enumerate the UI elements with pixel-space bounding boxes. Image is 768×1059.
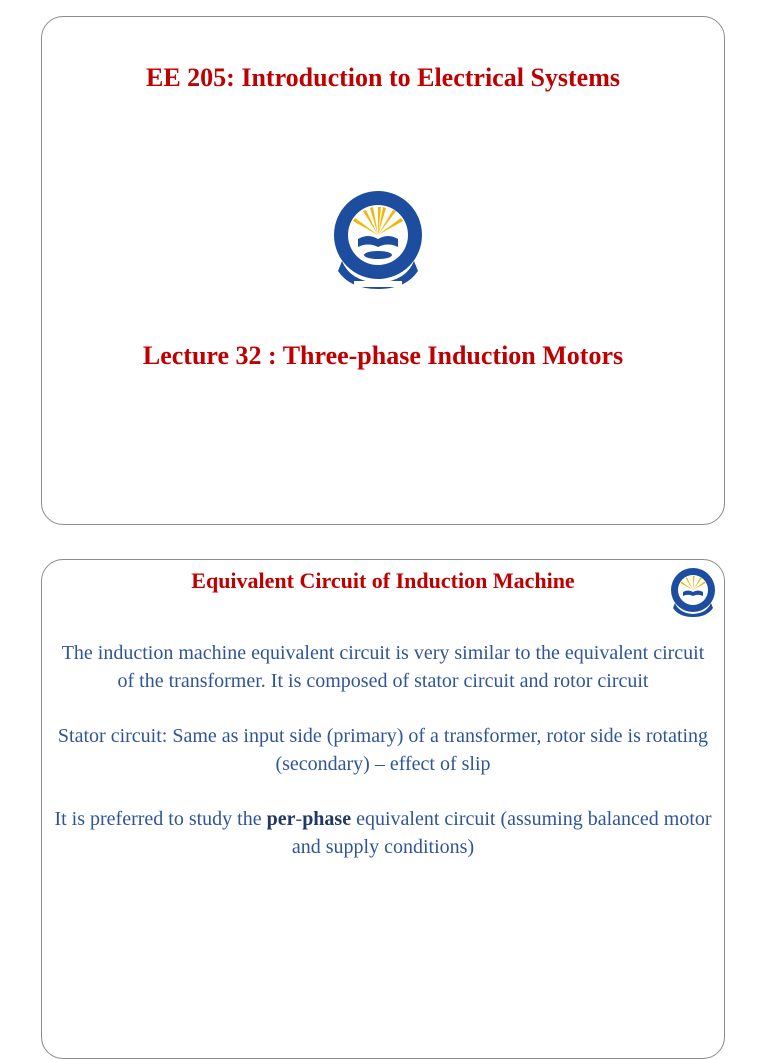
emphasis-per: per (266, 808, 296, 830)
iit-indore-logo-icon (668, 565, 718, 617)
iit-indore-logo-icon (328, 185, 428, 289)
paragraph-per-phase (54, 805, 712, 861)
paragraph-stator-circuit: Stator circuit: Same as input side (primary) of a transformer, rotor side is rotating (secondary) – effect of slip (57, 725, 709, 775)
text-dash: - (295, 808, 303, 830)
emphasis-phase: phase (302, 808, 352, 830)
slide-title: Equivalent Circuit of Induction Machine (191, 568, 575, 593)
slide-2 (41, 559, 725, 1059)
course-title: EE 205: Introduction to Electrical Systems (146, 63, 620, 92)
slide-1 (41, 16, 725, 525)
text-segment: equivalent circuit (assuming balanced motor and supply conditions) (291, 808, 712, 858)
lecture-title: Lecture 32 : Three-phase Induction Motors (142, 341, 624, 370)
slide-body (54, 639, 712, 888)
text-segment: It is preferred to study the (54, 808, 267, 830)
paragraph-equivalent-circuit: The induction machine equivalent circuit is very similar to the equivalent circuit of the transformer. It is composed of stator circuit and rotor circuit (61, 642, 705, 692)
